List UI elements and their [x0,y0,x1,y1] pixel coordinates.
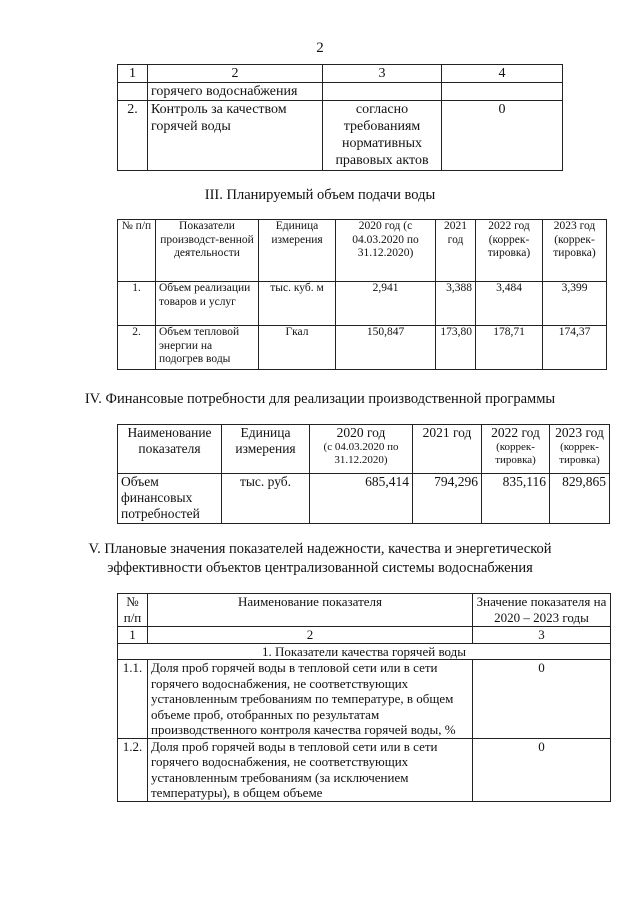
index-cell: 2 [148,627,473,644]
table-header-row [118,425,610,474]
header-cell: № п/п [118,220,156,282]
table-row [118,326,607,370]
cell-unit: тыс. куб. м [259,282,336,326]
section-title: III. Планируемый объем подачи воды [204,187,436,203]
header-cell: Наименование показателя [148,594,473,627]
header-cell: 2021 год [436,220,476,282]
header-cell: 2021 год [413,425,482,474]
cell-value: 3,388 [436,282,476,326]
cell-value: 3,399 [543,282,607,326]
cell-value: 0 [473,738,611,801]
cell-unit: Гкал [259,326,336,370]
cell-value: 835,116 [482,474,550,524]
header-cell [550,425,610,474]
cell-value: 0 [473,660,611,739]
table-row [118,474,610,524]
table-header-row [118,220,607,282]
cell-value: 829,865 [550,474,610,524]
table-financial-needs [117,424,610,524]
table-reliability-indicators [117,593,611,802]
header-cell: Единица измерения [259,220,336,282]
header-cell: № п/п [118,594,148,627]
index-cell: 1 [118,627,148,644]
table-group-row [118,643,611,660]
cell-num: 1.1. [118,660,148,739]
cell-basis: согласно требованиям нормативных правовых актов [323,101,442,171]
page-number: 2 [316,40,324,56]
header-cell: 2 [148,65,323,83]
cell-name: Объем тепловой энергии на подогрев воды [156,326,259,370]
index-cell: 3 [473,627,611,644]
header-cell: Наименование показателя [118,425,222,474]
cell-name: Контроль за качеством горячей воды [148,101,323,171]
header-cell: 4 [442,65,563,83]
header-cell [482,425,550,474]
cell-num: 1.2. [118,738,148,801]
table-header-row [118,65,563,83]
cell-value: 685,414 [310,474,413,524]
cell-name: Доля проб горячей воды в тепловой сети или в сети горячего водоснабжения, не соответствующих установленным требованиям по температуре, в общем объеме проб, отобранных по результатам производственного контроля качества горячей воды, % [148,660,473,739]
cell-value: 0 [442,101,563,171]
table-row [118,282,607,326]
cell-unit: тыс. руб. [222,474,310,524]
section-title: V. Плановые значения показателей надежности, качества и энергетической [88,541,552,557]
section-title-line2: эффективности объектов централизованной системы водоснабжения [107,560,533,576]
table-header-row [118,594,611,627]
cell-value: 174,37 [543,326,607,370]
table-water-supply-volume [117,219,607,370]
cell-num: 2. [118,326,156,370]
header-year: 2023 год [555,425,604,440]
table-index-row [118,627,611,644]
table-row [118,660,611,739]
header-cell [310,425,413,474]
header-cell: 2023 год (коррек-тировка) [543,220,607,282]
section-title: IV. Финансовые потребности для реализации производственной программы [84,391,556,407]
header-cell: Значение показателя на 2020 – 2023 годы [473,594,611,627]
cell-num: 1. [118,282,156,326]
cell-value: 178,71 [476,326,543,370]
header-cell: 3 [323,65,442,83]
header-cell: 1 [118,65,148,83]
table-row [118,738,611,801]
header-note: (коррек-тировка) [559,441,600,466]
table-row [118,83,563,101]
cell-value: 794,296 [413,474,482,524]
cell-value: 150,847 [336,326,436,370]
cell-name: Объем реализации товаров и услуг [156,282,259,326]
cell-num: 2. [118,101,148,171]
header-note: (коррек-тировка) [495,441,536,466]
cell-value: 2,941 [336,282,436,326]
cell-name: Доля проб горячей воды в тепловой сети или в сети горячего водоснабжения, не соответствующих установленным требованиям (за исключением температуры), в общем объеме [148,738,473,801]
header-cell: 2020 год (с 04.03.2020 по 31.12.2020) [336,220,436,282]
cell-name: Объем финансовых потребностей [118,474,222,524]
header-cell: Единица измерения [222,425,310,474]
header-period: (с 04.03.2020 по 31.12.2020) [323,441,399,466]
cell-value: 3,484 [476,282,543,326]
header-year: 2020 год [336,425,386,440]
table-row [118,101,563,171]
table-control-continuation [117,64,563,171]
header-year: 2022 год [491,425,540,440]
cell-value: 173,80 [436,326,476,370]
cell-name: горячего водоснабжения [148,83,323,101]
header-cell: 2022 год (коррек-тировка) [476,220,543,282]
group-title: 1. Показатели качества горячей воды [118,643,611,660]
header-cell: Показатели производст-венной деятельности [156,220,259,282]
